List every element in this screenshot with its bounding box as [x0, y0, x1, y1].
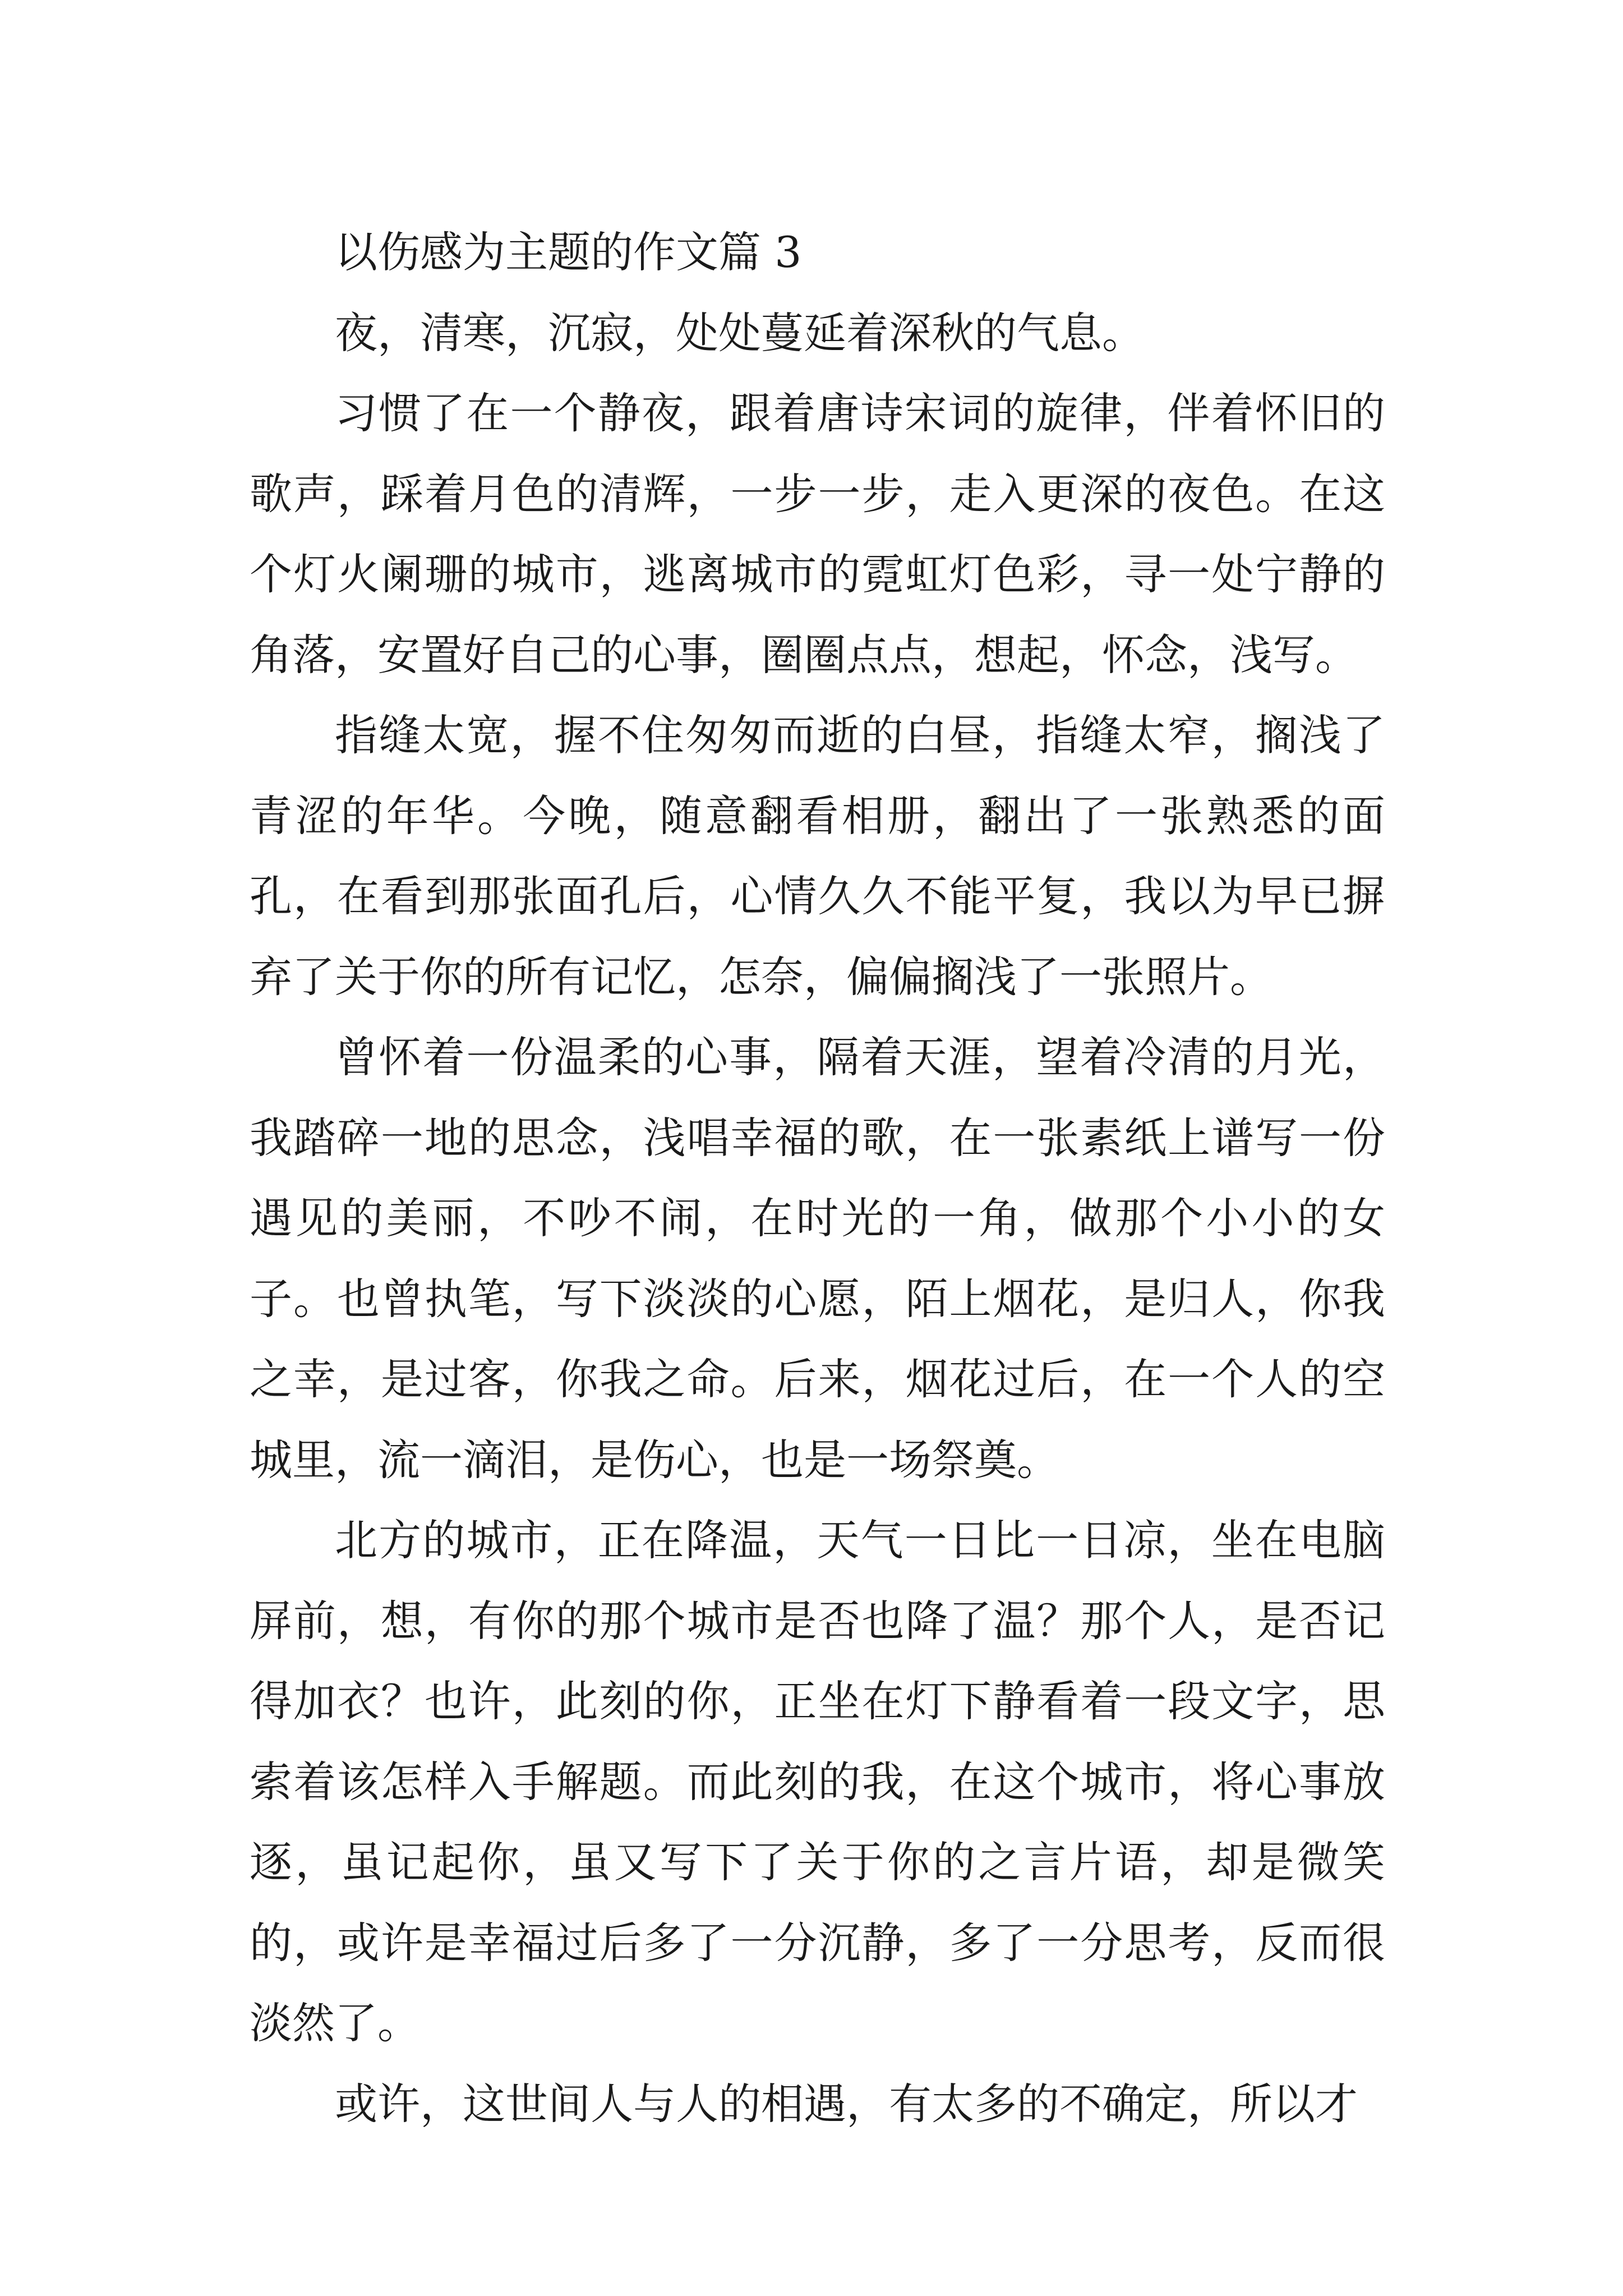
paragraph-2: 习惯了在一个静夜，跟着唐诗宋词的旋律，伴着怀旧的歌声，踩着月色的清辉，一步一步，走入更深的夜色。在这个灯火阑珊的城市，逃离城市的霓虹灯色彩，寻一处宁静的角落，安置好自己的心事，圈圈点点，想起，怀念，浅写。 — [250, 388, 1385, 680]
paragraph-5: 北方的城市，正在降温，天气一日比一日凉，坐在电脑屏前，想，有你的那个城市是否也降了温？那个人，是否记得加衣？也许，此刻的你，正坐在灯下静看着一段文字，思索着该怎样入手解题。而此刻的我，在这个城市，将心事放逐，虽记起你，虽又写下了关于你的之言片语，却是微笑的，或许是幸福过后多了一分沉静，多了一分思考，反而很淡然了。 — [250, 1515, 1385, 2048]
paragraph-1: 夜，清寒，沉寂，处处蔓延着深秋的气息。 — [335, 307, 1145, 358]
paragraph-6: 或许，这世间人与人的相遇，有太多的不确定，所以才 — [335, 2078, 1358, 2129]
paragraph-4: 曾怀着一份温柔的心事，隔着天涯，望着冷清的月光，我踏碎一地的思念，浅唱幸福的歌，在一张素纸上谱写一份遇见的美丽，不吵不闹，在时光的一角，做那个小小的女子。也曾执笔，写下淡淡的心愿，陌上烟花，是归人，你我之幸，是过客，你我之命。后来，烟花过后，在一个人的空城里，流一滴泪，是伤心，也是一场祭奠。 — [250, 1032, 1385, 1485]
document-body — [250, 212, 1385, 2144]
essay-title: 以伤感为主题的作文篇 3 — [335, 227, 802, 277]
paragraph-3: 指缝太宽，握不住匆匆而逝的白昼，指缝太窄，搁浅了青涩的年华。今晚，随意翻看相册，翻出了一张熟悉的面孔，在看到那张面孔后，心情久久不能平复，我以为早已摒弃了关于你的所有记忆，怎奈，偏偏搁浅了一张照片。 — [250, 710, 1385, 1002]
